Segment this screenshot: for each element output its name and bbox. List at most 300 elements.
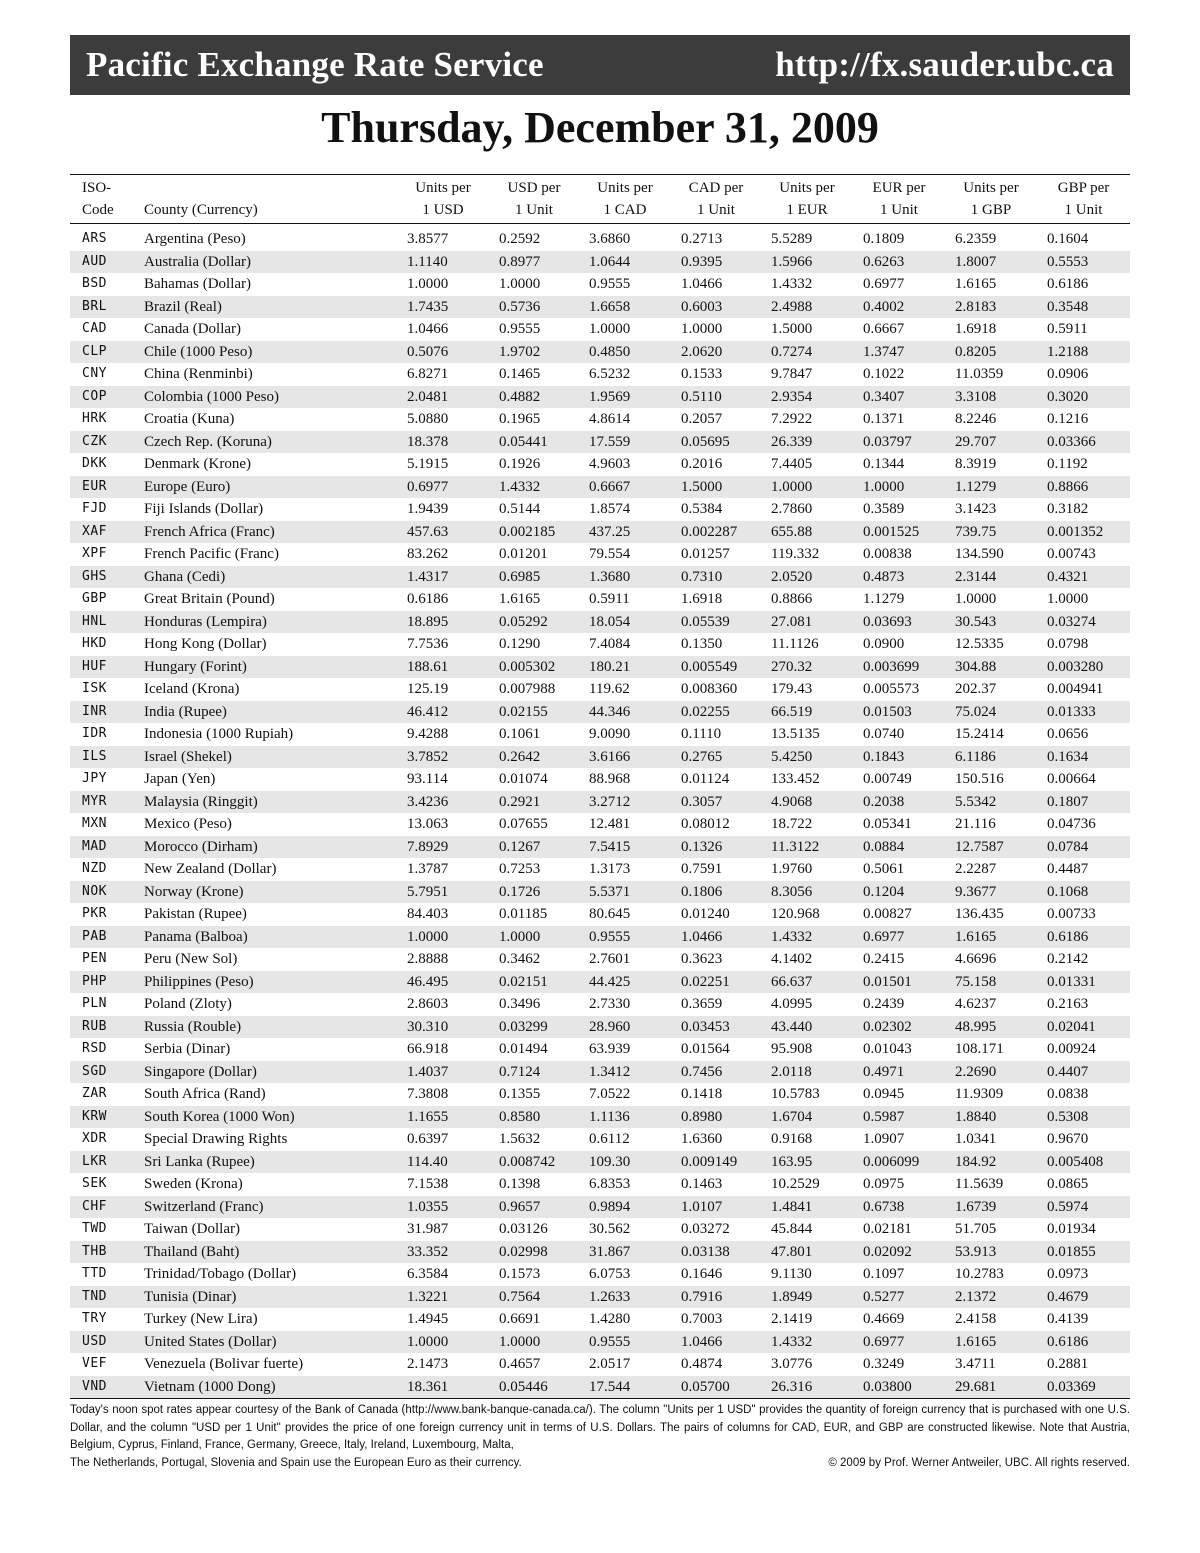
cell-country-currency: Panama (Balboa) (132, 926, 397, 949)
cell-units-per-gbp: 21.116 (955, 816, 996, 832)
table-row (70, 813, 1130, 836)
cell-iso-code: CHF (70, 1196, 132, 1219)
cell-usd-per-unit: 0.002185 (489, 521, 579, 544)
cell-units-per-gbp: 2.3144 (945, 566, 1037, 589)
cell-eur-per-unit: 1.1279 (863, 591, 905, 607)
cell-cad-per-unit: 1.6360 (681, 1131, 723, 1147)
cell-iso-code: XDR (82, 1131, 107, 1146)
cell-usd-per-unit: 0.007988 (499, 681, 556, 697)
page-title: Thursday, December 31, 2009 (321, 103, 879, 152)
table-row (70, 881, 1130, 904)
cell-units-per-gbp: 2.8183 (945, 296, 1037, 319)
cell-units-per-cad: 18.054 (579, 611, 671, 634)
cell-usd-per-unit: 0.1726 (489, 881, 579, 904)
cell-iso-code: EUR (70, 476, 132, 499)
cell-units-per-eur: 26.316 (761, 1376, 853, 1399)
cell-gbp-per-unit: 0.1192 (1047, 456, 1088, 472)
cell-units-per-eur: 1.6704 (761, 1106, 853, 1129)
cell-iso-code: HRK (82, 411, 107, 426)
column-header-gbp-per-unit (1037, 175, 1130, 224)
cell-units-per-cad: 0.9894 (579, 1196, 671, 1219)
copyright-notice: © 2009 by Prof. Werner Antweiler, UBC. All rights reserved. (828, 1456, 1130, 1469)
cell-cad-per-unit: 0.02255 (671, 701, 761, 724)
cell-eur-per-unit: 0.00838 (863, 546, 912, 562)
cell-iso-code: TWD (82, 1221, 107, 1236)
cell-units-per-gbp: 136.435 (955, 906, 1004, 922)
table-row (70, 1353, 1130, 1376)
cell-eur-per-unit: 0.00827 (863, 906, 912, 922)
column-header-eur-per-unit (853, 175, 945, 224)
cell-units-per-usd: 7.1538 (407, 1176, 449, 1192)
cell-country-currency: Serbia (Dinar) (144, 1041, 231, 1057)
cell-country-currency: Tunisia (Dinar) (132, 1286, 397, 1309)
cell-units-per-usd: 1.0466 (407, 321, 449, 337)
cell-units-per-usd: 7.7536 (407, 636, 449, 652)
cell-eur-per-unit: 0.6977 (853, 926, 945, 949)
cell-iso-code: CZK (70, 431, 132, 454)
cell-country-currency: Hong Kong (Dollar) (144, 636, 267, 652)
cell-cad-per-unit: 0.2016 (681, 456, 723, 472)
cell-usd-per-unit: 0.1355 (499, 1086, 541, 1102)
cell-units-per-cad: 1.3173 (589, 861, 631, 877)
cell-country-currency: Japan (Yen) (144, 771, 216, 787)
cell-gbp-per-unit: 0.2163 (1047, 996, 1089, 1012)
cell-units-per-eur: 13.5135 (771, 726, 820, 742)
cell-iso-code: HNL (70, 611, 132, 634)
cell-cad-per-unit: 0.7916 (671, 1286, 761, 1309)
cell-units-per-eur: 270.32 (761, 656, 853, 679)
cell-cad-per-unit: 0.1806 (671, 881, 761, 904)
cell-cad-per-unit: 0.5384 (681, 501, 723, 517)
cell-units-per-gbp: 53.913 (945, 1241, 1037, 1264)
cell-iso-code: PAB (70, 926, 132, 949)
cell-eur-per-unit: 1.3747 (853, 341, 945, 364)
cell-units-per-usd: 1.3221 (397, 1286, 489, 1309)
cell-eur-per-unit: 0.3407 (853, 386, 945, 409)
cell-eur-per-unit: 0.0975 (863, 1176, 905, 1192)
cell-units-per-cad: 2.0517 (589, 1356, 631, 1372)
column-header-line1: Units per (597, 180, 653, 196)
cell-units-per-eur: 2.9354 (761, 386, 853, 409)
cell-usd-per-unit: 0.4657 (499, 1356, 541, 1372)
cell-country-currency: Taiwan (Dollar) (144, 1221, 240, 1237)
cell-cad-per-unit: 0.1533 (681, 366, 723, 382)
cell-units-per-eur: 18.722 (771, 816, 813, 832)
cell-units-per-gbp: 1.6165 (955, 276, 997, 292)
cell-iso-code: SGD (70, 1061, 132, 1084)
cell-units-per-eur: 0.9168 (771, 1131, 813, 1147)
cell-units-per-usd: 188.61 (397, 656, 489, 679)
table-row (70, 224, 1130, 251)
table-row (70, 521, 1130, 544)
cell-country-currency: Czech Rep. (Koruna) (132, 431, 397, 454)
cell-eur-per-unit: 0.05341 (863, 816, 912, 832)
cell-usd-per-unit: 1.0000 (489, 1331, 579, 1354)
cell-iso-code: ZAR (82, 1086, 107, 1101)
cell-units-per-usd: 2.8603 (407, 996, 449, 1012)
cell-gbp-per-unit: 0.04736 (1047, 816, 1096, 832)
cell-gbp-per-unit: 0.3020 (1037, 386, 1130, 409)
table-row (70, 858, 1130, 881)
cell-usd-per-unit: 0.7124 (489, 1061, 579, 1084)
table-row (70, 1016, 1130, 1039)
cell-usd-per-unit: 0.07655 (499, 816, 548, 832)
cell-cad-per-unit: 0.3659 (681, 996, 723, 1012)
cell-gbp-per-unit: 0.9670 (1047, 1131, 1089, 1147)
cell-units-per-gbp: 6.1186 (945, 746, 1037, 769)
cell-eur-per-unit: 0.03800 (853, 1376, 945, 1399)
cell-gbp-per-unit: 0.0784 (1037, 836, 1130, 859)
cell-eur-per-unit: 0.1204 (853, 881, 945, 904)
cell-iso-code: KRW (70, 1106, 132, 1129)
cell-units-per-gbp: 1.0341 (955, 1131, 997, 1147)
column-header-line1: ISO- (82, 180, 112, 196)
cell-gbp-per-unit: 0.1807 (1037, 791, 1130, 814)
cell-usd-per-unit: 0.1965 (499, 411, 541, 427)
cell-iso-code: HUF (70, 656, 132, 679)
cell-cad-per-unit: 0.2765 (671, 746, 761, 769)
cell-gbp-per-unit: 1.0000 (1047, 591, 1089, 607)
cell-country-currency: South Africa (Rand) (144, 1086, 266, 1102)
cell-cad-per-unit: 0.1350 (681, 636, 723, 652)
cell-units-per-gbp: 6.2359 (955, 231, 997, 247)
cell-iso-code: VEF (82, 1356, 107, 1371)
cell-gbp-per-unit: 0.00733 (1047, 906, 1096, 922)
cell-units-per-usd: 114.40 (397, 1151, 489, 1174)
cell-units-per-cad: 30.562 (589, 1221, 631, 1237)
column-header-line2: 1 Unit (880, 202, 918, 218)
cell-country-currency: Argentina (Peso) (144, 231, 246, 247)
cell-iso-code: THB (70, 1241, 132, 1264)
footnote-last: The Netherlands, Portugal, Slovenia and Spain use the European Euro as their currency. (70, 1456, 522, 1469)
cell-gbp-per-unit: 0.4407 (1037, 1061, 1130, 1084)
cell-units-per-cad: 6.5232 (589, 366, 631, 382)
cell-units-per-usd: 457.63 (397, 521, 489, 544)
cell-iso-code: BRL (70, 296, 132, 319)
cell-units-per-usd: 1.4317 (397, 566, 489, 589)
cell-gbp-per-unit: 0.6186 (1037, 926, 1130, 949)
cell-units-per-cad: 3.6166 (579, 746, 671, 769)
cell-units-per-eur: 10.2529 (771, 1176, 820, 1192)
column-header-line1: CAD per (688, 180, 744, 196)
cell-gbp-per-unit: 0.4139 (1047, 1311, 1089, 1327)
table-row (70, 273, 1130, 296)
cell-country-currency: Morocco (Dirham) (132, 836, 397, 859)
cell-eur-per-unit: 0.0740 (863, 726, 905, 742)
cell-units-per-cad: 44.425 (579, 971, 671, 994)
table-row (70, 341, 1130, 364)
cell-units-per-gbp: 1.8007 (945, 251, 1037, 274)
column-header-line2: 1 Unit (697, 202, 735, 218)
cell-cad-per-unit: 0.3057 (671, 791, 761, 814)
cell-usd-per-unit: 0.1573 (499, 1266, 541, 1282)
cell-cad-per-unit: 0.7310 (671, 566, 761, 589)
cell-units-per-cad: 0.9555 (589, 276, 631, 292)
cell-usd-per-unit: 1.5632 (499, 1131, 541, 1147)
table-row (70, 746, 1130, 769)
cell-iso-code: LKR (70, 1151, 132, 1174)
cell-iso-code: AUD (70, 251, 132, 274)
cell-usd-per-unit: 0.1290 (499, 636, 541, 652)
cell-units-per-eur: 66.519 (761, 701, 853, 724)
cell-eur-per-unit: 0.03693 (853, 611, 945, 634)
cell-iso-code: IDR (82, 726, 107, 741)
cell-cad-per-unit: 0.2057 (681, 411, 723, 427)
cell-country-currency: Turkey (New Lira) (144, 1311, 258, 1327)
cell-gbp-per-unit: 0.01333 (1037, 701, 1130, 724)
cell-usd-per-unit: 0.01201 (499, 546, 548, 562)
cell-units-per-cad: 7.4084 (589, 636, 631, 652)
cell-units-per-gbp: 51.705 (955, 1221, 997, 1237)
table-row (70, 1128, 1130, 1151)
column-header-line2: County (Currency) (144, 202, 258, 218)
column-header-units-per-gbp (945, 175, 1037, 224)
cell-country-currency: Singapore (Dollar) (132, 1061, 397, 1084)
service-name: Pacific Exchange Rate Service (86, 45, 544, 84)
cell-gbp-per-unit: 0.4487 (1047, 861, 1089, 877)
footnote-last-line (70, 1455, 1130, 1473)
table-row (70, 251, 1130, 274)
table-row (70, 498, 1130, 521)
cell-usd-per-unit: 1.9702 (489, 341, 579, 364)
cell-units-per-eur: 7.2922 (771, 411, 813, 427)
cell-country-currency: Honduras (Lempira) (132, 611, 397, 634)
column-header-units-per-cad (579, 175, 671, 224)
cell-gbp-per-unit: 0.0973 (1047, 1266, 1089, 1282)
cell-gbp-per-unit: 0.3182 (1047, 501, 1089, 517)
cell-cad-per-unit: 0.005549 (671, 656, 761, 679)
cell-units-per-cad: 1.1136 (579, 1106, 671, 1129)
cell-cad-per-unit: 0.05695 (671, 431, 761, 454)
cell-units-per-usd: 66.918 (407, 1041, 449, 1057)
cell-eur-per-unit: 0.0884 (853, 836, 945, 859)
cell-units-per-gbp: 0.8205 (945, 341, 1037, 364)
cell-gbp-per-unit: 0.00924 (1047, 1041, 1096, 1057)
cell-units-per-eur: 26.339 (761, 431, 853, 454)
cell-country-currency: Bahamas (Dollar) (144, 276, 252, 292)
table-row (70, 903, 1130, 926)
table-row (70, 701, 1130, 724)
cell-units-per-eur: 2.1419 (771, 1311, 813, 1327)
service-url: http://fx.sauder.ubc.ca (775, 45, 1114, 84)
cell-cad-per-unit: 0.1326 (671, 836, 761, 859)
cell-country-currency: India (Rupee) (132, 701, 397, 724)
table-row (70, 296, 1130, 319)
cell-units-per-usd: 1.0355 (397, 1196, 489, 1219)
cell-gbp-per-unit: 0.01934 (1047, 1221, 1096, 1237)
footnote (70, 1402, 1130, 1472)
table-row (70, 993, 1130, 1016)
cell-cad-per-unit: 0.9395 (671, 251, 761, 274)
table-row (70, 566, 1130, 589)
table-row (70, 431, 1130, 454)
cell-units-per-eur: 9.7847 (771, 366, 813, 382)
cell-usd-per-unit: 1.0000 (489, 926, 579, 949)
cell-cad-per-unit: 1.6918 (681, 591, 723, 607)
cell-units-per-cad: 3.2712 (579, 791, 671, 814)
cell-country-currency: Canada (Dollar) (144, 321, 242, 337)
cell-cad-per-unit: 0.05700 (671, 1376, 761, 1399)
cell-iso-code: JPY (82, 771, 107, 786)
cell-units-per-gbp: 739.75 (945, 521, 1037, 544)
cell-country-currency: Chile (1000 Peso) (132, 341, 397, 364)
cell-country-currency: Australia (Dollar) (132, 251, 397, 274)
cell-iso-code: INR (70, 701, 132, 724)
cell-units-per-cad: 1.2633 (579, 1286, 671, 1309)
cell-units-per-gbp: 1.6918 (955, 321, 997, 337)
cell-country-currency: New Zealand (Dollar) (144, 861, 277, 877)
cell-usd-per-unit: 0.7253 (499, 861, 541, 877)
cell-usd-per-unit: 0.8977 (489, 251, 579, 274)
cell-units-per-gbp: 3.1423 (955, 501, 997, 517)
cell-cad-per-unit: 0.5110 (671, 386, 761, 409)
cell-units-per-eur: 4.0995 (771, 996, 813, 1012)
cell-cad-per-unit: 0.01257 (681, 546, 730, 562)
header-row (70, 175, 1130, 224)
cell-iso-code: RUB (70, 1016, 132, 1039)
cell-units-per-gbp: 75.024 (945, 701, 1037, 724)
cell-usd-per-unit: 1.6165 (499, 591, 541, 607)
column-header-iso-code (70, 175, 132, 224)
cell-iso-code: PLN (82, 996, 107, 1011)
cell-units-per-cad: 0.6112 (589, 1131, 630, 1147)
cell-cad-per-unit: 0.6003 (671, 296, 761, 319)
cell-iso-code: TND (70, 1286, 132, 1309)
cell-cad-per-unit: 0.7003 (681, 1311, 723, 1327)
cell-cad-per-unit: 0.7591 (681, 861, 723, 877)
table-body (70, 224, 1130, 1399)
cell-units-per-eur: 1.0000 (761, 476, 853, 499)
cell-usd-per-unit: 0.03299 (489, 1016, 579, 1039)
cell-iso-code: PKR (82, 906, 107, 921)
cell-units-per-gbp: 48.995 (945, 1016, 1037, 1039)
cell-units-per-gbp: 29.681 (945, 1376, 1037, 1399)
cell-cad-per-unit: 1.0466 (671, 926, 761, 949)
cell-units-per-gbp: 1.1279 (945, 476, 1037, 499)
cell-eur-per-unit: 0.5987 (853, 1106, 945, 1129)
column-header-line2: 1 EUR (786, 202, 828, 218)
cell-iso-code: BSD (82, 276, 107, 291)
cell-units-per-cad: 1.3412 (579, 1061, 671, 1084)
cell-units-per-eur: 10.5783 (771, 1086, 820, 1102)
cell-units-per-usd: 1.1140 (397, 251, 489, 274)
cell-units-per-cad: 0.6667 (579, 476, 671, 499)
cell-eur-per-unit: 0.003699 (853, 656, 945, 679)
cell-iso-code: TTD (82, 1266, 107, 1281)
cell-usd-per-unit: 0.05441 (489, 431, 579, 454)
cell-cad-per-unit: 0.4874 (681, 1356, 723, 1372)
cell-country-currency: Russia (Rouble) (132, 1016, 397, 1039)
cell-units-per-eur: 5.5289 (771, 231, 813, 247)
cell-country-currency: Sri Lanka (Rupee) (132, 1151, 397, 1174)
cell-units-per-cad: 88.968 (589, 771, 631, 787)
cell-usd-per-unit: 0.02998 (489, 1241, 579, 1264)
cell-cad-per-unit: 0.08012 (681, 816, 730, 832)
cell-eur-per-unit: 0.1097 (863, 1266, 905, 1282)
cell-units-per-gbp: 75.158 (945, 971, 1037, 994)
cell-gbp-per-unit: 0.0906 (1047, 366, 1089, 382)
cell-units-per-cad: 0.9555 (579, 926, 671, 949)
cell-units-per-gbp: 150.516 (955, 771, 1004, 787)
cell-units-per-usd: 46.412 (397, 701, 489, 724)
column-header-line1: GBP per (1057, 180, 1110, 196)
cell-units-per-gbp: 12.5335 (955, 636, 1004, 652)
cell-gbp-per-unit: 0.0865 (1047, 1176, 1089, 1192)
cell-usd-per-unit: 0.01185 (499, 906, 548, 922)
cell-iso-code: PHP (70, 971, 132, 994)
cell-units-per-gbp: 3.3108 (945, 386, 1037, 409)
cell-units-per-gbp: 12.7587 (945, 836, 1037, 859)
table-row (70, 543, 1130, 566)
cell-units-per-usd: 31.987 (407, 1221, 449, 1237)
cell-units-per-cad: 1.3680 (579, 566, 671, 589)
table-row (70, 1173, 1130, 1196)
cell-gbp-per-unit: 0.4679 (1037, 1286, 1130, 1309)
cell-cad-per-unit: 0.1110 (681, 726, 722, 742)
cell-gbp-per-unit: 0.2142 (1047, 951, 1089, 967)
cell-units-per-eur: 0.8866 (771, 591, 813, 607)
cell-units-per-cad: 180.21 (579, 656, 671, 679)
cell-eur-per-unit: 0.00749 (863, 771, 912, 787)
cell-usd-per-unit: 0.03126 (499, 1221, 548, 1237)
cell-iso-code: CNY (82, 366, 107, 381)
cell-units-per-eur: 66.637 (761, 971, 853, 994)
cell-usd-per-unit: 0.9657 (489, 1196, 579, 1219)
table-row (70, 363, 1130, 386)
cell-gbp-per-unit: 0.01855 (1037, 1241, 1130, 1264)
cell-units-per-eur: 2.0118 (761, 1061, 853, 1084)
cell-usd-per-unit: 0.02155 (489, 701, 579, 724)
cell-eur-per-unit: 0.5061 (863, 861, 905, 877)
table-row (70, 1151, 1130, 1174)
cell-eur-per-unit: 0.1809 (863, 231, 905, 247)
cell-cad-per-unit: 1.0000 (681, 321, 723, 337)
cell-units-per-cad: 2.7601 (589, 951, 631, 967)
column-header-units-per-usd (397, 175, 489, 224)
cell-gbp-per-unit: 0.03369 (1037, 1376, 1130, 1399)
cell-gbp-per-unit: 0.03366 (1037, 431, 1130, 454)
cell-units-per-usd: 2.1473 (407, 1356, 449, 1372)
cell-units-per-eur: 4.1402 (771, 951, 813, 967)
cell-country-currency: Iceland (Krona) (144, 681, 240, 697)
column-header-country-currency (132, 175, 397, 224)
cell-units-per-eur: 8.3056 (761, 881, 853, 904)
table-row (70, 633, 1130, 656)
cell-eur-per-unit: 0.005573 (863, 681, 920, 697)
cell-usd-per-unit: 0.1267 (489, 836, 579, 859)
cell-iso-code: CLP (70, 341, 132, 364)
cell-gbp-per-unit: 0.0656 (1047, 726, 1089, 742)
cell-units-per-usd: 125.19 (407, 681, 449, 697)
cell-units-per-eur: 179.43 (771, 681, 813, 697)
column-header-units-per-eur (761, 175, 853, 224)
cell-units-per-cad: 79.554 (589, 546, 631, 562)
cell-units-per-usd: 93.114 (407, 771, 448, 787)
cell-iso-code: RSD (82, 1041, 107, 1056)
cell-cad-per-unit: 0.03138 (671, 1241, 761, 1264)
cell-units-per-usd: 1.3787 (407, 861, 449, 877)
cell-country-currency: Peru (New Sol) (144, 951, 238, 967)
cell-gbp-per-unit: 0.5308 (1037, 1106, 1130, 1129)
cell-iso-code: XPF (82, 546, 107, 561)
cell-units-per-eur: 1.9760 (771, 861, 813, 877)
table-row (70, 1106, 1130, 1129)
cell-eur-per-unit: 0.6263 (853, 251, 945, 274)
table-row (70, 1263, 1130, 1286)
table-row (70, 611, 1130, 634)
cell-units-per-usd: 3.7852 (397, 746, 489, 769)
cell-cad-per-unit: 0.009149 (671, 1151, 761, 1174)
